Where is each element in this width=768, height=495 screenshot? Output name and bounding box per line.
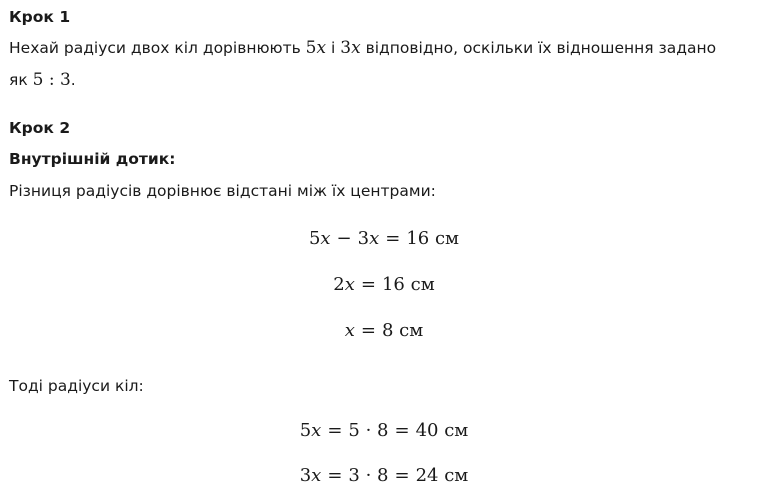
radius-expression-2 (340, 38, 360, 58)
step1-text-b: і (326, 39, 341, 57)
equation-5 (0, 465, 768, 487)
equation-2 (0, 274, 768, 296)
equation-1 (0, 228, 768, 250)
equation-3 (0, 320, 768, 342)
eq1-var-a: x (320, 228, 331, 249)
eq3-rhs: 8 см (381, 320, 424, 341)
step1-text-c: відповідно, оскільки їх відношення задано (360, 39, 717, 57)
eq5-coef: 3 (299, 465, 312, 486)
radius-expression-1 (306, 38, 326, 58)
step1-text-a: Нехай радіуси двох кіл дорівнюють (9, 39, 306, 57)
ratio-expression: 5 : 3 (32, 70, 71, 90)
eq4-coef: 5 (299, 420, 312, 441)
eq2-rhs: 16 см (381, 274, 435, 295)
equation-4 (0, 420, 768, 442)
eq4-equals-2: = (394, 420, 410, 441)
step2-heading: Крок 2 (9, 119, 71, 137)
step1-text-e: . (70, 71, 76, 89)
eq3-equals: = (360, 320, 376, 341)
step2-intro: Різниця радіусів дорівнює відстані між їх центрами: (9, 182, 436, 200)
eq4-var: x (311, 420, 322, 441)
eq2-equals: = (360, 274, 376, 295)
eq2-coef: 2 (333, 274, 345, 295)
eq3-var: x (344, 320, 355, 341)
step1-text-d: як (9, 71, 33, 89)
eq1-coef-a: 5 (308, 228, 321, 249)
step1-heading: Крок 1 (9, 8, 71, 26)
eq4-product: 5 · 8 (348, 420, 389, 441)
eq5-product: 3 · 8 (348, 465, 389, 486)
eq5-var: x (311, 465, 322, 486)
eq2-var: x (344, 274, 355, 295)
eq5-equals-1: = (327, 465, 343, 486)
eq1-var-b: x (369, 228, 380, 249)
eq5-equals-2: = (394, 465, 410, 486)
eq1-rhs: 16 см (406, 228, 460, 249)
step1-text-line1 (9, 38, 716, 58)
step1-text-line2 (9, 70, 76, 90)
radii-intro: Тоді радіуси кіл: (9, 377, 144, 395)
eq1-equals: = (385, 228, 401, 249)
eq4-rhs: 40 см (415, 420, 469, 441)
radius-1-var: x (316, 38, 327, 58)
radius-2-coef: 3 (340, 38, 352, 58)
step2-subheading: Внутрішній дотик: (9, 150, 176, 168)
eq5-rhs: 24 см (415, 465, 469, 486)
eq1-minus: − (336, 228, 352, 249)
radius-1-coef: 5 (305, 38, 317, 58)
eq4-equals-1: = (327, 420, 343, 441)
radius-2-var: x (351, 38, 361, 58)
eq1-coef-b: 3 (357, 228, 370, 249)
